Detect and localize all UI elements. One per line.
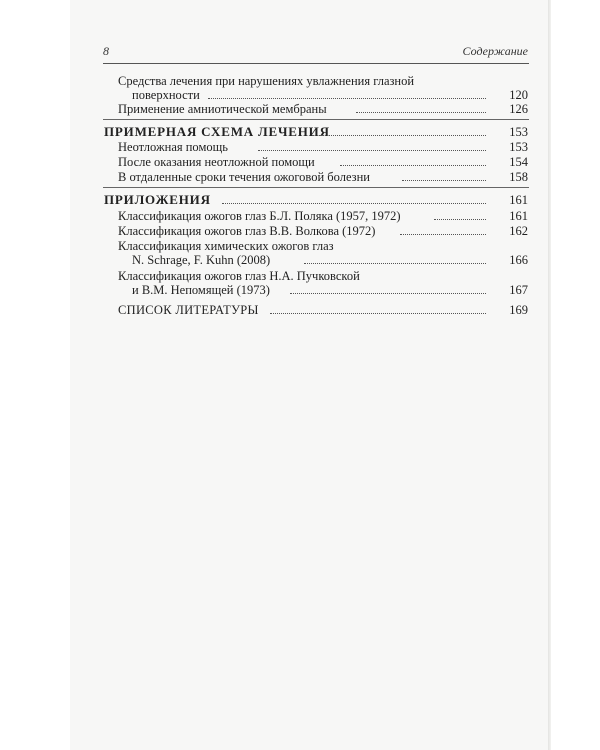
toc-entry-text: Средства лечения при нарушениях увлажнения глазной [118,74,415,88]
leader-dots [290,293,486,294]
leader-dots [400,234,486,235]
toc-heading-text: ПРИМЕРНАЯ СХЕМА ЛЕЧЕНИЯ [104,124,330,139]
page-number: 8 [103,44,109,58]
toc-page-number: 126 [509,102,528,116]
toc-entry-text: Классификация ожогов глаз Н.А. Пучковской [118,269,360,283]
toc-entry-text: N. Schrage, F. Kuhn (2008) [132,253,271,267]
toc-page-number: 158 [509,170,528,184]
toc-page-number: 153 [509,125,528,139]
toc-entry [0,101,600,117]
section-title: Содержание [462,44,528,58]
toc-entry-text: Неотложная помощь [118,140,228,154]
leader-dots [208,98,486,99]
toc-entry-continuation [0,282,600,298]
toc-entry-text: В отдаленные сроки течения ожоговой болезни [118,170,370,184]
toc-page-number: 166 [509,253,528,267]
toc-entry-text: поверхности [132,88,200,102]
leader-dots [258,150,486,151]
toc-page-number: 154 [509,155,528,169]
leader-dots [402,180,486,181]
toc-entry-text: Классификация ожогов глаз В.В. Волкова (1972) [118,224,376,238]
section-divider [103,187,529,188]
header-rule [103,63,529,64]
toc-page-number: 169 [509,303,528,317]
toc-entry-text: Применение амниотической мембраны [118,102,327,116]
leader-dots [356,112,486,113]
toc-page-number: 167 [509,283,528,297]
toc-entry [0,139,600,155]
toc-entry-text: и В.М. Непомящей (1973) [132,283,270,297]
toc-entry [0,302,600,318]
leader-dots [434,219,486,220]
toc-entry [0,169,600,185]
leader-dots [270,313,486,314]
toc-entry-text: Классификация ожогов глаз Б.Л. Поляка (1957, 1972) [118,209,401,223]
leader-dots [304,263,486,264]
toc-page-number: 120 [509,88,528,102]
section-divider [103,119,529,120]
toc-page-number: 162 [509,224,528,238]
toc-entry-text: СПИСОК ЛИТЕРАТУРЫ [118,303,259,317]
leader-dots [222,203,486,204]
toc-section-heading [0,124,600,140]
toc-entry [0,154,600,170]
toc-entry [0,208,600,224]
toc-entry-continuation [0,252,600,268]
toc-page-number: 161 [509,209,528,223]
toc-heading-text: ПРИЛОЖЕНИЯ [104,192,211,207]
toc-section-heading [0,192,600,208]
leader-dots [340,165,486,166]
toc-entry-text: Классификация химических ожогов глаз [118,239,334,253]
toc-page-number: 161 [509,193,528,207]
toc-entry-text: После оказания неотложной помощи [118,155,315,169]
toc-page-number: 153 [509,140,528,154]
toc-entry [0,223,600,239]
leader-dots [312,135,486,136]
